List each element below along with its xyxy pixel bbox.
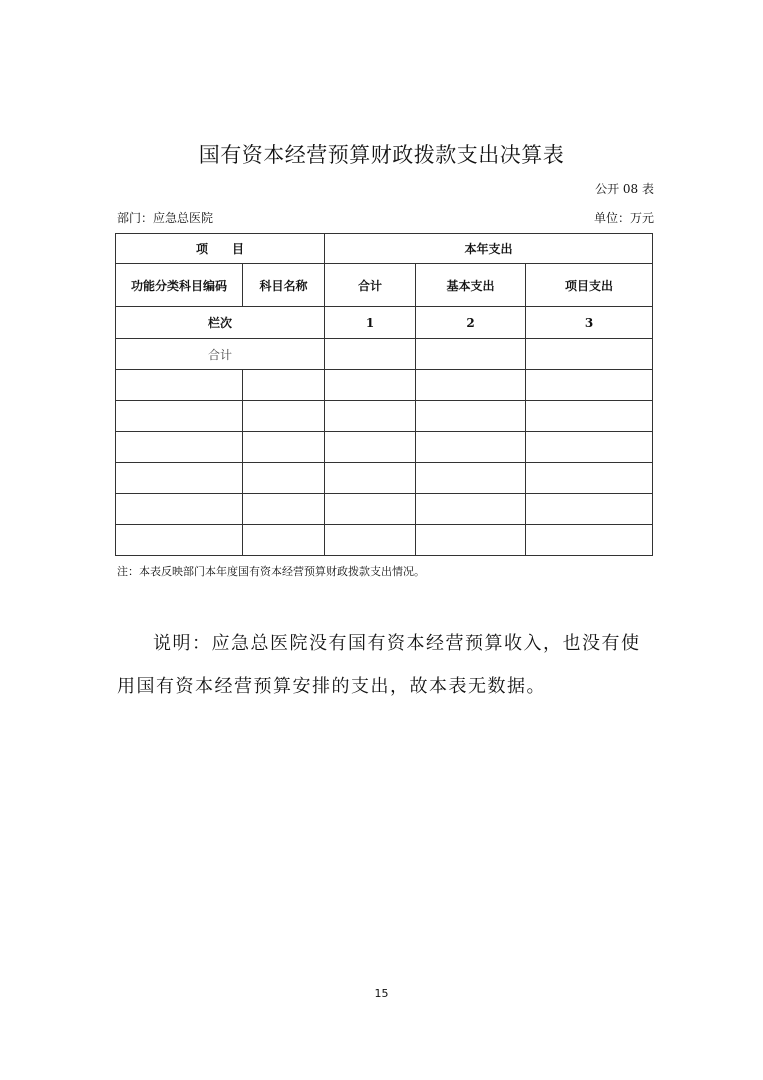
unit-label: 单位：万元 xyxy=(593,211,654,225)
table-cell xyxy=(116,401,243,432)
table-cell xyxy=(325,339,416,370)
table-cell xyxy=(526,401,653,432)
table-cell xyxy=(116,432,243,463)
table-cell xyxy=(416,463,526,494)
table-row xyxy=(116,525,653,556)
table-cell xyxy=(243,432,325,463)
header-basic-cell: 基本支出 xyxy=(416,264,526,307)
expenditure-table xyxy=(115,233,653,556)
table-cell xyxy=(416,370,526,401)
header-item-cell: 项 目 xyxy=(116,234,325,264)
table-cell xyxy=(526,370,653,401)
table-cell xyxy=(243,494,325,525)
table-cell xyxy=(243,463,325,494)
table-cell xyxy=(526,339,653,370)
table-cell xyxy=(416,401,526,432)
table-cell xyxy=(416,432,526,463)
header-code-cell: 功能分类科目编码 xyxy=(116,264,243,307)
column-index-label-cell: 栏次 xyxy=(116,307,325,339)
table-cell xyxy=(416,494,526,525)
table-cell xyxy=(325,463,416,494)
table-header-row-2 xyxy=(116,264,653,307)
table-note: 注：本表反映部门本年度国有资本经营预算财政拨款支出情况。 xyxy=(117,565,425,578)
table-cell xyxy=(526,463,653,494)
table-column-index-row xyxy=(116,307,653,339)
column-index-3-cell: 3 xyxy=(526,307,653,339)
table-header-row-1 xyxy=(116,234,653,264)
table-cell xyxy=(526,525,653,556)
table-cell xyxy=(116,370,243,401)
table-cell xyxy=(325,525,416,556)
header-current-year-cell: 本年支出 xyxy=(325,234,653,264)
table-cell xyxy=(325,401,416,432)
table-cell xyxy=(116,525,243,556)
header-name-cell: 科目名称 xyxy=(243,264,325,307)
table-cell xyxy=(116,463,243,494)
table-row xyxy=(116,401,653,432)
table-row xyxy=(116,463,653,494)
total-label-cell: 合计 xyxy=(116,339,325,370)
table-cell xyxy=(325,432,416,463)
header-total-cell: 合计 xyxy=(325,264,416,307)
table-cell xyxy=(243,401,325,432)
table-cell xyxy=(325,494,416,525)
explanation-paragraph: 说明：应急总医院没有国有资本经营预算收入，也没有使用国有资本经营预算安排的支出，故本表无数据。 xyxy=(117,633,641,697)
column-index-2-cell: 2 xyxy=(416,307,526,339)
form-number: 公开 08 表 xyxy=(595,182,654,196)
table-cell xyxy=(116,494,243,525)
table-cell xyxy=(526,432,653,463)
page-number: 15 xyxy=(374,987,389,1000)
table-row xyxy=(116,432,653,463)
table-cell xyxy=(243,370,325,401)
table-total-row xyxy=(116,339,653,370)
header-project-cell: 项目支出 xyxy=(526,264,653,307)
table-cell xyxy=(325,370,416,401)
column-index-1-cell: 1 xyxy=(325,307,416,339)
document-title: 国有资本经营预算财政拨款支出决算表 xyxy=(198,143,565,167)
table-row xyxy=(116,370,653,401)
department-label: 部门：应急总医院 xyxy=(117,211,214,225)
table-cell xyxy=(526,494,653,525)
table-cell xyxy=(416,525,526,556)
table-cell xyxy=(243,525,325,556)
table-cell xyxy=(416,339,526,370)
table-row xyxy=(116,494,653,525)
